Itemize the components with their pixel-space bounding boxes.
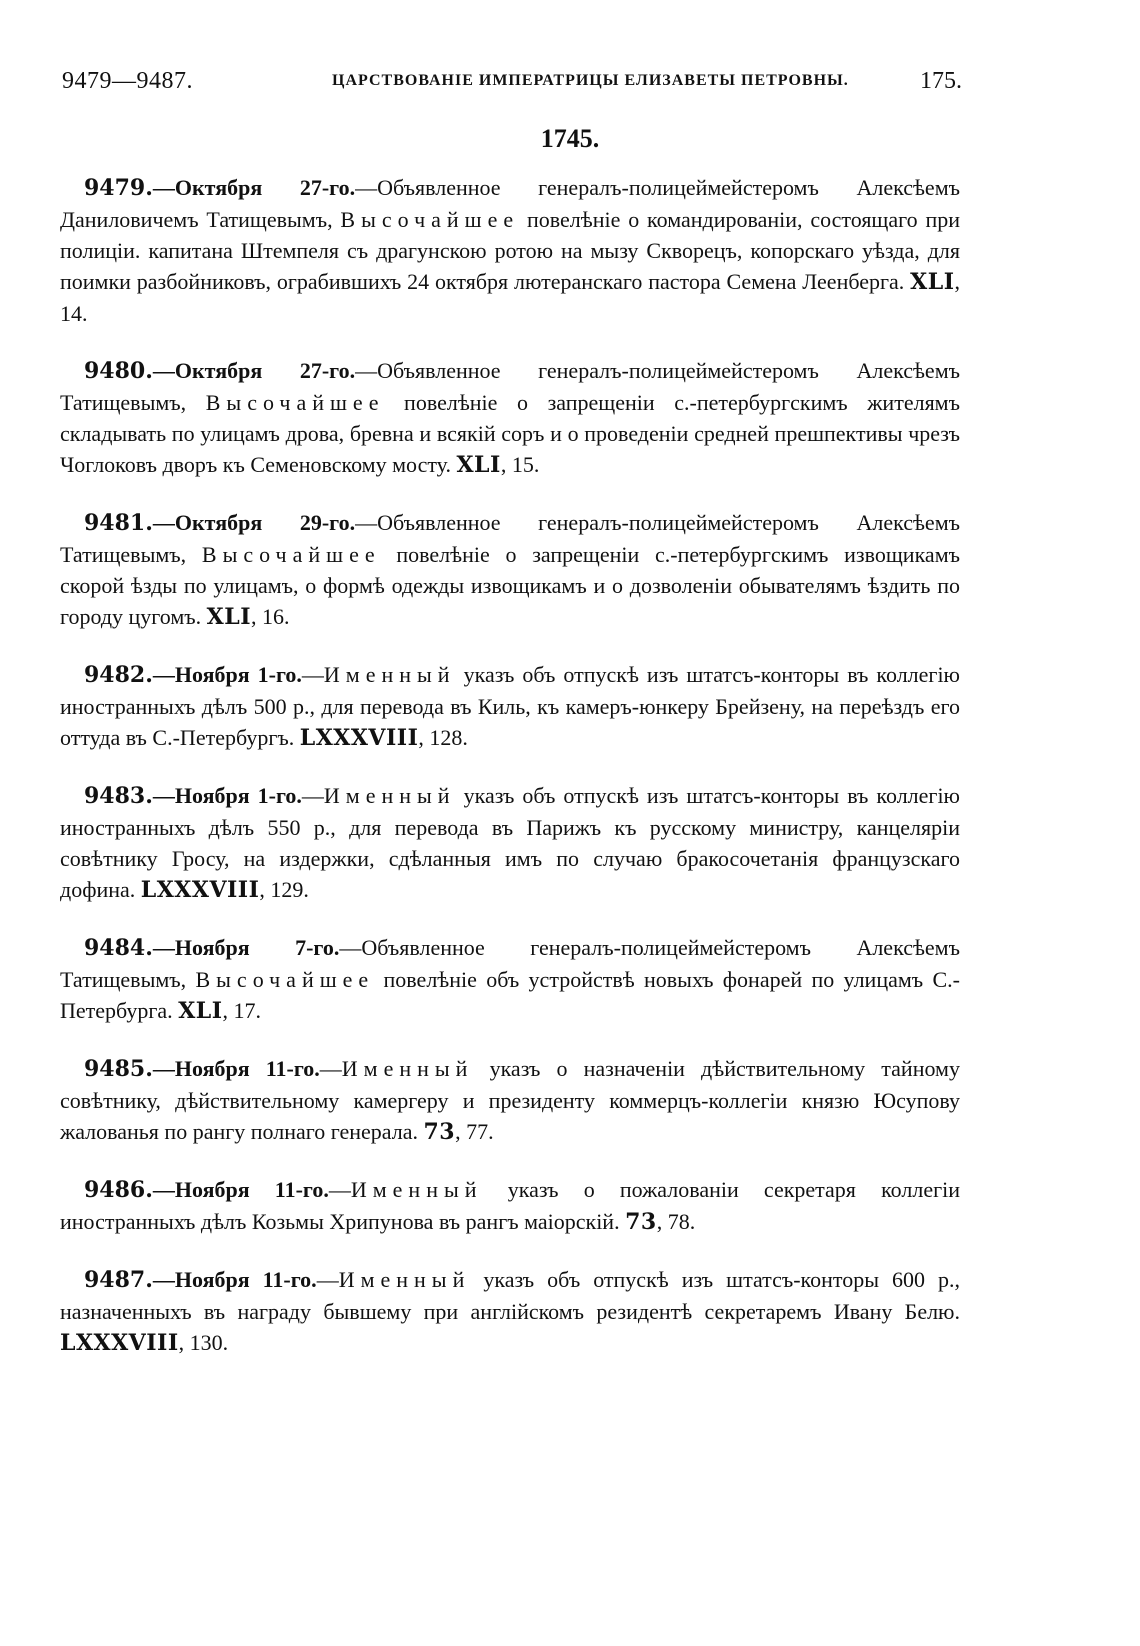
- entry-page: , 129.: [259, 877, 309, 902]
- entry-number: 9479.: [84, 175, 153, 201]
- entry: [60, 932, 960, 1027]
- entry-date: —Октября 27-го.: [152, 358, 356, 383]
- entry-date: —Ноября 11-го.: [152, 1056, 320, 1081]
- entry-source: XLI: [456, 452, 501, 478]
- entry-text: —: [319, 1056, 342, 1081]
- entry-source: XLI: [910, 269, 955, 295]
- entry-date: —Ноября 1-го.: [152, 662, 302, 687]
- entry-source: XLI: [206, 604, 252, 630]
- entry-spaced-word: Именный: [323, 662, 456, 687]
- entry-spaced-word: Высочайшее: [340, 207, 520, 232]
- entry-spaced-word: Именный: [341, 1056, 474, 1081]
- entry-spaced-word: Высочайшее: [195, 967, 375, 992]
- entry-number: 9483.: [84, 783, 153, 809]
- entry: [60, 355, 960, 481]
- entry-number: 9482.: [84, 662, 153, 688]
- year-heading: 1745.: [540, 124, 600, 153]
- entry-number: 9484.: [84, 935, 153, 961]
- entry-number: 9487.: [84, 1267, 153, 1293]
- entry-text: —: [328, 1177, 351, 1202]
- entry-page: , 15.: [500, 452, 540, 477]
- entry-number: 9486.: [84, 1177, 153, 1203]
- entry-date: —Ноября 1-го.: [152, 783, 302, 808]
- entry: [60, 1264, 960, 1359]
- entry-source: LXXXVIII: [140, 877, 260, 903]
- entry-text: указъ о пожалованіи секретаря коллегіи иностранныхъ дѣлъ Козьмы Хрипунова въ рангъ маіорскій.: [60, 1177, 961, 1234]
- running-header: [62, 68, 962, 98]
- entry-number: 9481.: [84, 510, 153, 536]
- entry-text: повелѣніе о запрещеніи с.-петербургскимъ извощикамъ скорой ѣзды по улицамъ, о формѣ одежды извощикамъ и о дозволеніи обывателямъ ѣздить по городу цугомъ.: [60, 542, 960, 629]
- entry-date: —Ноября 11-го.: [152, 1177, 329, 1202]
- entry-page: , 130.: [178, 1330, 229, 1355]
- entry-spaced-word: Именный: [323, 783, 456, 808]
- entry-text: —Объявленное генералъ-полицеймейстеромъ Алексѣемъ Даниловичемъ Татищевымъ,: [60, 175, 960, 232]
- entry-page: , 17.: [222, 998, 262, 1023]
- entry-text: —Объявленное генералъ-полицеймейстеромъ Алексѣемъ Татищевымъ,: [60, 358, 960, 415]
- entry-source: 73: [423, 1119, 456, 1145]
- entry-text: повелѣніе объ устройствѣ новыхъ фонарей по улицамъ С.-Петербурга.: [60, 967, 960, 1023]
- entry-text: повелѣніе о запрещеніи с.-петербургскимъ жителямъ складывать по улицамъ дрова, бревна и всякій соръ и о проведеніи средней прешпективы чрезъ Чоглоковъ дворъ къ Семеновскому мосту.: [60, 390, 960, 477]
- entry-number: 9485.: [84, 1056, 153, 1082]
- entry-text: указъ объ отпускѣ изъ штатсъ-конторы въ коллегію иностранныхъ дѣлъ 550 р., для перевода въ Парижъ къ русскому министру, канцеляріи совѣтнику Гросу, на издержки, сдѣланныя имъ по случаю бракосочетанія французскаго дофина.: [60, 783, 960, 902]
- entry-date: —Октября 29-го.: [152, 510, 356, 535]
- entry-page: , 78.: [656, 1209, 696, 1234]
- entry-text: —: [301, 662, 324, 687]
- entry-text: указъ объ отпускѣ изъ штатсъ-конторы въ коллегію иностранныхъ дѣлъ 500 р., для перевода въ Киль, къ камеръ-юнкеру Брейзену, на переѣздъ его оттуда въ С.-Петербургъ.: [60, 662, 960, 750]
- page-number: 175.: [920, 68, 962, 94]
- entry-text: указъ о назначеніи дѣйствительному тайному совѣтнику, дѣйствительному камергеру и президенту коммерцъ-коллегіи князю Юсупову жалованья по рангу полнаго генерала.: [60, 1056, 960, 1144]
- entry-spaced-word: Высочайшее: [201, 542, 381, 567]
- entry: [60, 172, 960, 329]
- entry-page: , 14.: [60, 269, 960, 326]
- entry-number: 9480.: [84, 358, 153, 384]
- entry-spaced-word: Именный: [350, 1177, 483, 1202]
- entry-spaced-word: Именный: [338, 1267, 471, 1292]
- entry-date: —Октября 27-го.: [152, 175, 356, 200]
- entry-source: LXXXVIII: [299, 725, 419, 751]
- entry-text: —: [316, 1267, 339, 1292]
- entry: [60, 507, 960, 633]
- entry: [60, 1174, 960, 1238]
- entry-page: , 16.: [251, 604, 290, 629]
- entry-text: —Объявленное генералъ-полицеймейстеромъ Алексѣемъ Татищевымъ,: [60, 510, 960, 567]
- entry-date: —Ноября 7-го.: [152, 935, 340, 960]
- entry-spaced-word: Высочайшее: [205, 390, 385, 415]
- entry: [60, 659, 960, 754]
- entry-text: указъ объ отпускѣ изъ штатсъ-конторы 600 р., назначенныхъ въ награду бывшему при англійскомъ резидентѣ секретаремъ Ивану Белю.: [60, 1267, 960, 1324]
- entry-text: —: [301, 783, 324, 808]
- running-title: ЦАРСТВОВАНІЕ ИМПЕРАТРИЦЫ ЕЛИЗАВЕТЫ ПЕТРОВНЫ.: [332, 72, 849, 89]
- entries-list: [60, 172, 960, 1385]
- entry-source: XLI: [178, 998, 223, 1024]
- entry-page: , 128.: [418, 725, 468, 750]
- entry-page: , 77.: [455, 1119, 494, 1144]
- entry-range: 9479—9487.: [62, 68, 193, 94]
- entry-source: 73: [625, 1209, 657, 1235]
- entry-text: —Объявленное генералъ-полицеймейстеромъ Алексѣемъ Татищевымъ,: [60, 935, 960, 992]
- entry-source: LXXXVIII: [60, 1330, 179, 1356]
- entry-date: —Ноября 11-го.: [152, 1267, 317, 1292]
- entry-text: повелѣніе о командированіи, состоящаго при полиціи. капитана Штемпеля съ драгунскою ротою на мызу Скворецъ, копорскаго уѣзда, для поимки разбойниковъ, ограбившихъ 24 октября лютеранскаго пастора Семена Леенберга.: [60, 207, 961, 294]
- entry: [60, 1053, 960, 1148]
- entry: [60, 780, 960, 906]
